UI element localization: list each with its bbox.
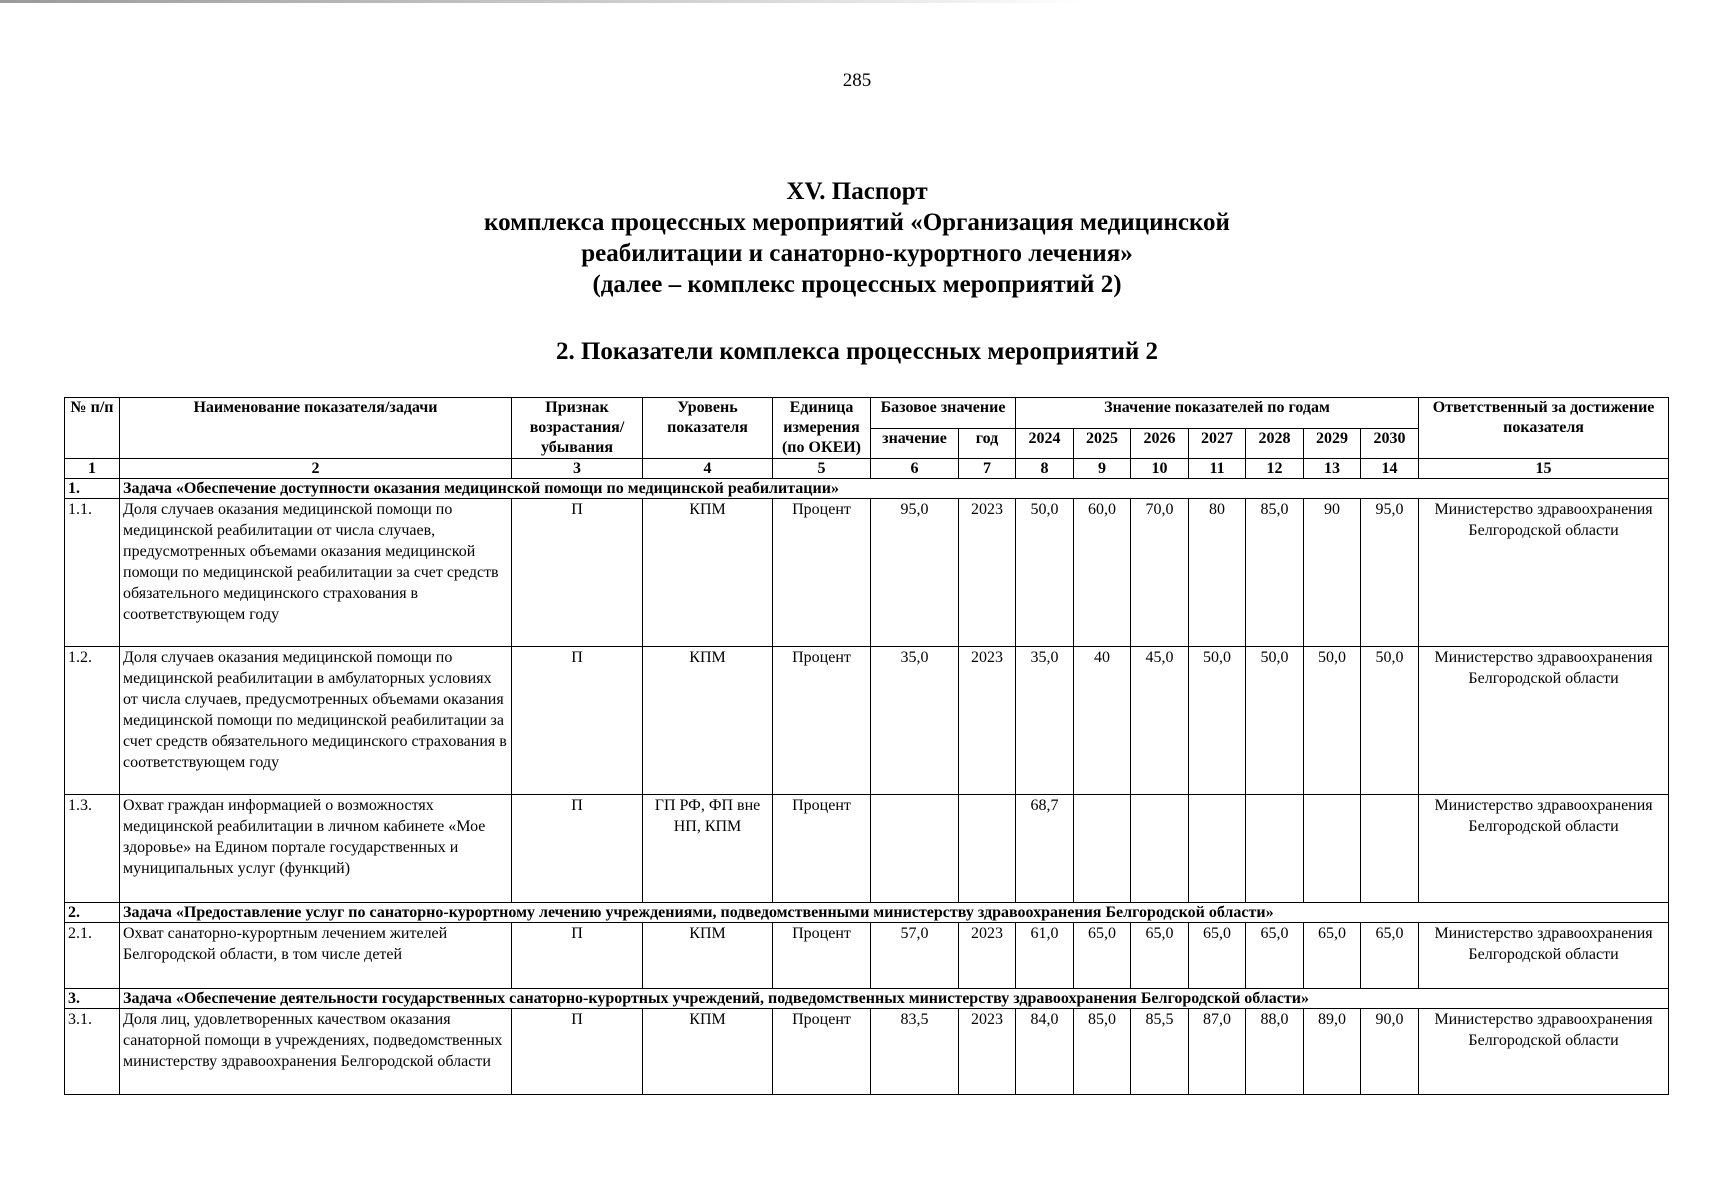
column-number: 14 (1361, 459, 1419, 479)
header-year: 2024 (1016, 428, 1074, 459)
header-responsible: Ответственный за достижение показателя (1419, 398, 1669, 459)
row-number: 1.3. (65, 795, 120, 903)
year-value (1074, 795, 1131, 903)
header-sign: Признак возрастания/ убывания (512, 398, 643, 459)
header-values-by-year: Значение показателей по годам (1016, 398, 1419, 429)
year-value: 90 (1304, 499, 1361, 647)
year-value: 65,0 (1074, 923, 1131, 989)
indicator-name: Охват граждан информацией о возможностях медицинской реабилитации в личном кабинете «Мое здоровье» на Едином портале государственных и муниципальных услуг (функций) (120, 795, 512, 903)
indicator-unit: Процент (773, 795, 871, 903)
indicator-name: Доля случаев оказания медицинской помощи по медицинской реабилитации в амбулаторных условиях от числа случаев, предусмотренных объемами оказания медицинской помощи по медицинской реабилитации за счет средств обязательного медицинского страхования в соответствующем году (120, 647, 512, 795)
year-value: 70,0 (1131, 499, 1189, 647)
base-year: 2023 (959, 647, 1016, 795)
year-value (1246, 795, 1304, 903)
year-value: 45,0 (1131, 647, 1189, 795)
task-number: 2. (65, 903, 120, 923)
column-number: 1 (65, 459, 120, 479)
header-level: Уровень показателя (643, 398, 773, 459)
column-number: 15 (1419, 459, 1669, 479)
indicator-sign: П (512, 923, 643, 989)
indicator-sign: П (512, 795, 643, 903)
header-base: Базовое значение (871, 398, 1016, 429)
base-value: 57,0 (871, 923, 959, 989)
year-value: 84,0 (1016, 1009, 1074, 1095)
indicator-level: КПМ (643, 923, 773, 989)
year-value (1361, 795, 1419, 903)
responsible: Министерство здравоохранения Белгородской области (1419, 499, 1669, 647)
year-value: 68,7 (1016, 795, 1074, 903)
year-value: 50,0 (1361, 647, 1419, 795)
indicators-table (64, 397, 1669, 1095)
base-year: 2023 (959, 1009, 1016, 1095)
header-unit: Единица измерения (по ОКЕИ) (773, 398, 871, 459)
year-value (1189, 795, 1246, 903)
title-line: (далее – комплекс процессных мероприятий 2) (592, 271, 1122, 298)
header-year: 2026 (1131, 428, 1189, 459)
year-value: 95,0 (1361, 499, 1419, 647)
year-value: 35,0 (1016, 647, 1074, 795)
indicator-level: ГП РФ, ФП вне НП, КПМ (643, 795, 773, 903)
task-row (65, 903, 1669, 923)
column-number: 9 (1074, 459, 1131, 479)
indicator-name: Доля случаев оказания медицинской помощи по медицинской реабилитации от числа случаев, предусмотренных объемами оказания медицинской помощи по медицинской реабилитации за счет средств обязательного медицинского страхования в соответствующем году (120, 499, 512, 647)
indicator-name: Охват санаторно-курортным лечением жителей Белгородской области, в том числе детей (120, 923, 512, 989)
indicator-level: КПМ (643, 1009, 773, 1095)
indicator-row (65, 499, 1669, 647)
year-value: 60,0 (1074, 499, 1131, 647)
year-value: 50,0 (1246, 647, 1304, 795)
column-number: 11 (1189, 459, 1246, 479)
year-value: 87,0 (1189, 1009, 1246, 1095)
header-base-value: значение (871, 428, 959, 459)
task-title: Задача «Предоставление услуг по санаторно-курортному лечению учреждениями, подведомственными министерству здравоохранения Белгородской области» (120, 903, 1669, 923)
header-year: 2029 (1304, 428, 1361, 459)
indicator-sign: П (512, 499, 643, 647)
indicator-name: Доля лиц, удовлетворенных качеством оказания санаторной помощи в учреждениях, подведомственных министерству здравоохранения Белгородской области (120, 1009, 512, 1095)
responsible: Министерство здравоохранения Белгородской области (1419, 795, 1669, 903)
scan-edge-line (0, 0, 1080, 3)
column-number: 2 (120, 459, 512, 479)
header-base-year: год (959, 428, 1016, 459)
column-numbers-row (65, 459, 1669, 479)
indicator-unit: Процент (773, 647, 871, 795)
indicator-row (65, 795, 1669, 903)
page-number: 285 (842, 70, 872, 91)
header-name: Наименование показателя/задачи (120, 398, 512, 459)
section-subtitle: 2. Показатели комплекса процессных мероприятий 2 (555, 338, 1159, 365)
task-row (65, 989, 1669, 1009)
row-number: 3.1. (65, 1009, 120, 1095)
task-title: Задача «Обеспечение деятельности государственных санаторно-курортных учреждений, подведомственных министерству здравоохранения Белгородской области» (120, 989, 1669, 1009)
column-number: 12 (1246, 459, 1304, 479)
indicator-unit: Процент (773, 499, 871, 647)
base-value: 83,5 (871, 1009, 959, 1095)
indicator-unit: Процент (773, 1009, 871, 1095)
header-row-top (65, 398, 1669, 429)
year-value (1131, 795, 1189, 903)
row-number: 1.2. (65, 647, 120, 795)
indicator-level: КПМ (643, 647, 773, 795)
year-value: 50,0 (1016, 499, 1074, 647)
year-value: 65,0 (1131, 923, 1189, 989)
year-value: 40 (1074, 647, 1131, 795)
column-number: 13 (1304, 459, 1361, 479)
year-value: 65,0 (1361, 923, 1419, 989)
column-number: 3 (512, 459, 643, 479)
column-number: 8 (1016, 459, 1074, 479)
year-value: 50,0 (1189, 647, 1246, 795)
indicator-level: КПМ (643, 499, 773, 647)
column-number: 4 (643, 459, 773, 479)
column-number: 6 (871, 459, 959, 479)
year-value: 90,0 (1361, 1009, 1419, 1095)
base-year (959, 795, 1016, 903)
year-value: 85,0 (1246, 499, 1304, 647)
base-year: 2023 (959, 499, 1016, 647)
base-value: 95,0 (871, 499, 959, 647)
year-value: 50,0 (1304, 647, 1361, 795)
header-year: 2028 (1246, 428, 1304, 459)
indicator-sign: П (512, 1009, 643, 1095)
base-value: 35,0 (871, 647, 959, 795)
year-value: 61,0 (1016, 923, 1074, 989)
base-value (871, 795, 959, 903)
row-number: 2.1. (65, 923, 120, 989)
year-value: 65,0 (1304, 923, 1361, 989)
year-value: 85,5 (1131, 1009, 1189, 1095)
row-number: 1.1. (65, 499, 120, 647)
task-row (65, 479, 1669, 499)
year-value: 85,0 (1074, 1009, 1131, 1095)
responsible: Министерство здравоохранения Белгородской области (1419, 1009, 1669, 1095)
column-number: 5 (773, 459, 871, 479)
document-title (0, 176, 1714, 300)
task-title: Задача «Обеспечение доступности оказания медицинской помощи по медицинской реабилитации» (120, 479, 1669, 499)
year-value (1304, 795, 1361, 903)
title-line: комплекса процессных мероприятий «Организация медицинской (484, 209, 1230, 236)
task-number: 1. (65, 479, 120, 499)
year-value: 89,0 (1304, 1009, 1361, 1095)
year-value: 65,0 (1189, 923, 1246, 989)
header-year: 2030 (1361, 428, 1419, 459)
title-line: XV. Паспорт (786, 178, 928, 205)
header-year: 2027 (1189, 428, 1246, 459)
indicator-row (65, 647, 1669, 795)
responsible: Министерство здравоохранения Белгородской области (1419, 923, 1669, 989)
year-value: 88,0 (1246, 1009, 1304, 1095)
indicator-row (65, 1009, 1669, 1095)
title-line: реабилитации и санаторно-курортного лечения» (581, 240, 1133, 267)
column-number: 7 (959, 459, 1016, 479)
responsible: Министерство здравоохранения Белгородской области (1419, 647, 1669, 795)
base-year: 2023 (959, 923, 1016, 989)
indicator-sign: П (512, 647, 643, 795)
indicator-unit: Процент (773, 923, 871, 989)
column-number: 10 (1131, 459, 1189, 479)
task-number: 3. (65, 989, 120, 1009)
header-year: 2025 (1074, 428, 1131, 459)
header-num: № п/п (65, 398, 120, 459)
indicator-row (65, 923, 1669, 989)
year-value: 80 (1189, 499, 1246, 647)
year-value: 65,0 (1246, 923, 1304, 989)
